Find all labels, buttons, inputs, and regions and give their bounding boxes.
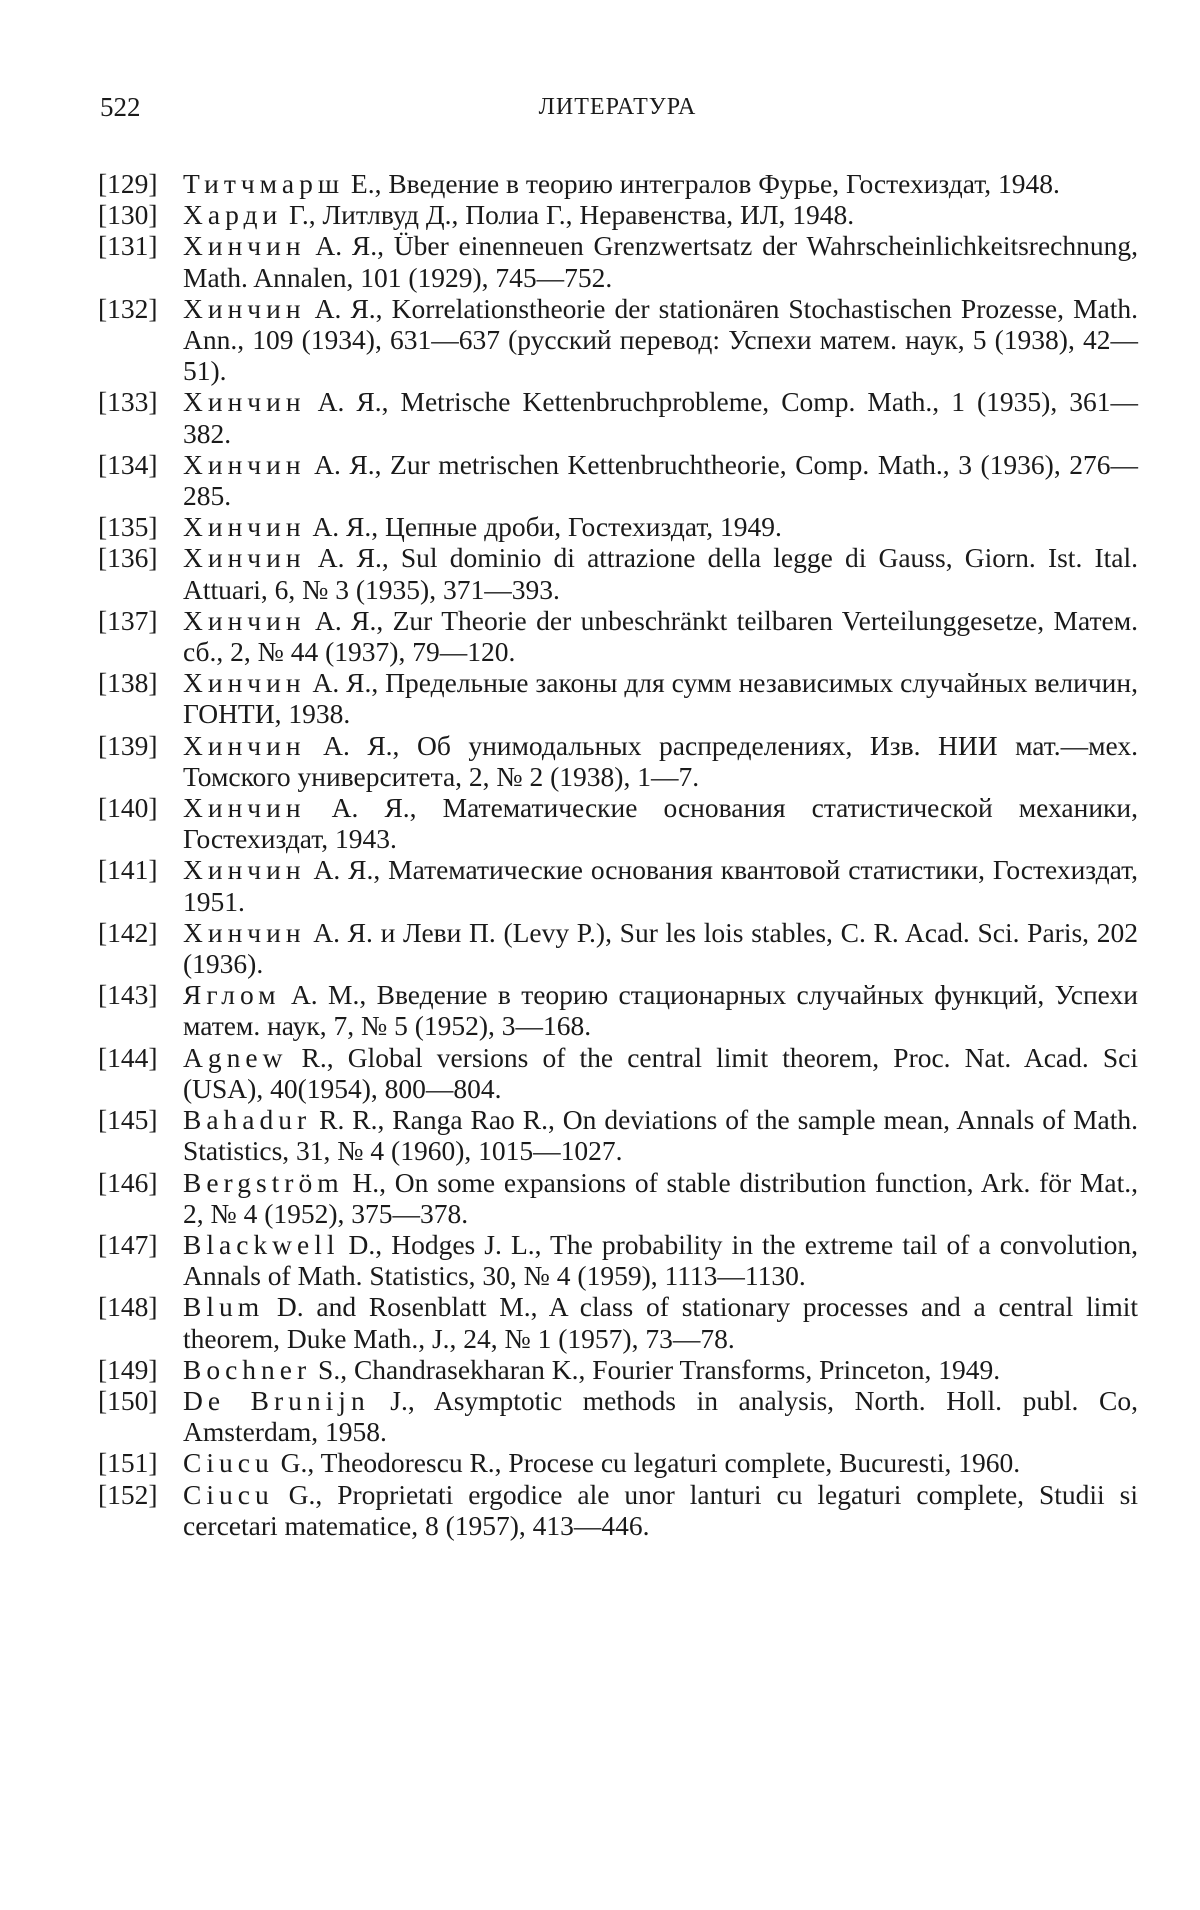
reference-entry <box>98 667 1138 729</box>
reference-number: [143] <box>98 979 158 1011</box>
reference-author: Bochner <box>183 1353 312 1385</box>
reference-number: [137] <box>98 604 158 636</box>
reference-text: А. Я., Математические основания квантовой статистики, Гостехиздат, 1951. <box>183 854 1138 917</box>
reference-text: А. Я., Цепные дроби, Гостехиздат, 1949. <box>305 511 782 543</box>
reference-author: De Brunijn <box>183 1384 370 1416</box>
reference-entry <box>98 605 1138 667</box>
reference-text: А. Я., Zur Theorie der unbeschränkt teilbaren Verteilunggesetze, Матем. сб., 2, № 44 (1937), 79—120. <box>183 604 1138 668</box>
reference-author: Хинчин <box>183 729 306 761</box>
reference-author: Хинчин <box>183 916 306 948</box>
reference-text: А. Я., Sul dominio di attrazione della legge di Gauss, Giorn. Ist. Ital. Attuari, 6, № 3 (1935), 371—393. <box>183 542 1138 605</box>
reference-entry <box>98 979 1138 1041</box>
reference-number: [135] <box>98 511 158 543</box>
reference-entry <box>98 542 1138 604</box>
reference-author: Хинчин <box>183 448 306 480</box>
reference-author: Хинчин <box>183 292 306 324</box>
reference-text: R. R., Ranga Rao R., On deviations of the sample mean, Annals of Math. Statistics, 31, № 4 (1960), 1015—1027. <box>183 1104 1138 1167</box>
reference-list <box>98 168 1138 1541</box>
reference-author: Харди <box>183 199 283 231</box>
reference-entry <box>98 386 1138 448</box>
reference-entry <box>98 1385 1138 1447</box>
reference-number: [139] <box>98 729 158 761</box>
reference-text: R., Global versions of the central limit theorem, Proc. Nat. Acad. Sci (USA), 40(1954), 800—804. <box>183 1041 1138 1104</box>
reference-author: Яглом <box>183 979 281 1011</box>
reference-text: H., On some expansions of stable distribution function, Ark. för Mat., 2, № 4 (1952), 375—378. <box>183 1166 1138 1229</box>
reference-number: [130] <box>98 199 158 231</box>
reference-author: Хинчин <box>183 542 306 574</box>
reference-entry <box>98 1229 1138 1291</box>
reference-number: [145] <box>98 1104 158 1136</box>
reference-text: А. Я., Предельные законы для сумм независимых случайных величин, ГОНТИ, 1938. <box>183 667 1138 730</box>
page-number: 522 <box>100 92 141 122</box>
reference-author: Agnew <box>183 1041 288 1073</box>
reference-number: [149] <box>98 1353 158 1385</box>
reference-entry <box>98 1167 1138 1229</box>
reference-entry <box>98 511 1138 542</box>
reference-entry <box>98 1354 1138 1385</box>
reference-entry <box>98 1447 1138 1478</box>
reference-number: [129] <box>98 168 158 199</box>
reference-text: А. Я., Über einenneuen Grenzwertsatz der Wahrscheinlichkeitsrechnung, Math. Annalen, 101 (1929), 745—752. <box>183 230 1138 293</box>
reference-author: Ciucu <box>183 1447 274 1479</box>
reference-author: Bahadur <box>183 1104 312 1136</box>
reference-author: Хинчин <box>183 604 306 636</box>
reference-entry <box>98 293 1138 387</box>
reference-number: [146] <box>98 1166 158 1198</box>
reference-entry <box>98 168 1138 199</box>
reference-entry <box>98 1104 1138 1166</box>
reference-text: А. Я., Математические основания статистической механики, Гостехиздат, 1943. <box>183 792 1138 855</box>
reference-number: [131] <box>98 230 158 262</box>
reference-text: G., Proprietati ergodice ale unor lanturi cu legaturi complete, Studii si cercetari matematice, 8 (1957), 413—446. <box>183 1478 1138 1541</box>
reference-entry <box>98 199 1138 230</box>
reference-author: Blackwell <box>183 1228 340 1260</box>
reference-number: [144] <box>98 1041 158 1073</box>
running-title: ЛИТЕРАТУРА <box>538 94 697 120</box>
reference-author: Blum <box>183 1291 265 1323</box>
reference-author: Ciucu <box>183 1478 274 1510</box>
reference-author: Хинчин <box>183 386 306 418</box>
reference-number: [150] <box>98 1384 158 1416</box>
reference-text: А. Я. и Леви П. (Levy P.), Sur les lois stables, C. R. Acad. Sci. Paris, 202 (1936). <box>183 916 1138 980</box>
reference-author: Хинчин <box>183 511 306 543</box>
reference-author: Bergström <box>183 1166 344 1198</box>
page-header <box>100 92 1135 132</box>
reference-number: [140] <box>98 792 158 824</box>
reference-text: Е., Введение в теорию интегралов Фурье, Гостехиздат, 1948. <box>344 168 1060 199</box>
reference-author: Хинчин <box>183 667 306 699</box>
reference-number: [136] <box>98 542 158 574</box>
reference-text: А. Я., Zur metrischen Kettenbruchtheorie, Comp. Math., 3 (1936), 276—285. <box>183 448 1138 512</box>
reference-text: S., Chandrasekharan K., Fourier Transforms, Princeton, 1949. <box>311 1353 1001 1385</box>
reference-number: [134] <box>98 448 158 480</box>
reference-text: А. Я., Об унимодальных распределениях, Изв. НИИ мат.—мех. Томского университета, 2, № 2 (1938), 1—7. <box>183 729 1138 792</box>
reference-number: [148] <box>98 1291 158 1323</box>
reference-entry <box>98 854 1138 916</box>
reference-text: Г., Литлвуд Д., Полиа Г., Неравенства, ИЛ, 1948. <box>282 199 855 231</box>
reference-number: [151] <box>98 1447 158 1479</box>
reference-text: А. Я., Metrische Kettenbruchprobleme, Comp. Math., 1 (1935), 361—382. <box>183 386 1138 449</box>
reference-entry <box>98 1291 1138 1353</box>
reference-entry <box>98 792 1138 854</box>
reference-text: А. Я., Korrelationstheorie der stationären Stochastischen Prozesse, Math. Ann., 109 (1934), 631—637 (русский перевод: Успехи матем. наук, 5 (1938), 42—51). <box>183 292 1138 387</box>
reference-number: [142] <box>98 916 158 948</box>
reference-author: Хинчин <box>183 854 306 886</box>
reference-entry <box>98 1479 1138 1541</box>
reference-text: А. М., Введение в теорию стационарных случайных функций, Успехи матем. наук, 7, № 5 (1952), 3—168. <box>183 979 1138 1042</box>
reference-entry <box>98 917 1138 979</box>
reference-author: Титчмарш <box>183 168 345 199</box>
reference-author: Хинчин <box>183 230 306 262</box>
reference-entry <box>98 449 1138 511</box>
reference-text: D., Hodges J. L., The probability in the extreme tail of a convolution, Annals of Math. Statistics, 30, № 4 (1959), 1113—1130. <box>183 1228 1138 1292</box>
reference-entry <box>98 730 1138 792</box>
reference-text: J., Asymptotic methods in analysis, North. Holl. publ. Co, Amsterdam, 1958. <box>183 1384 1138 1448</box>
reference-number: [147] <box>98 1228 158 1260</box>
reference-number: [141] <box>98 854 158 886</box>
reference-entry <box>98 230 1138 292</box>
reference-number: [152] <box>98 1478 158 1510</box>
reference-entry <box>98 1042 1138 1104</box>
reference-text: D. and Rosenblatt M., A class of stationary processes and a central limit theorem, Duke Math., J., 24, № 1 (1957), 73—78. <box>183 1291 1138 1354</box>
reference-text: G., Theodorescu R., Procese cu legaturi complete, Bucuresti, 1960. <box>273 1447 1021 1479</box>
reference-author: Хинчин <box>183 792 306 824</box>
reference-number: [132] <box>98 292 158 324</box>
reference-number: [133] <box>98 386 158 418</box>
reference-number: [138] <box>98 667 158 699</box>
